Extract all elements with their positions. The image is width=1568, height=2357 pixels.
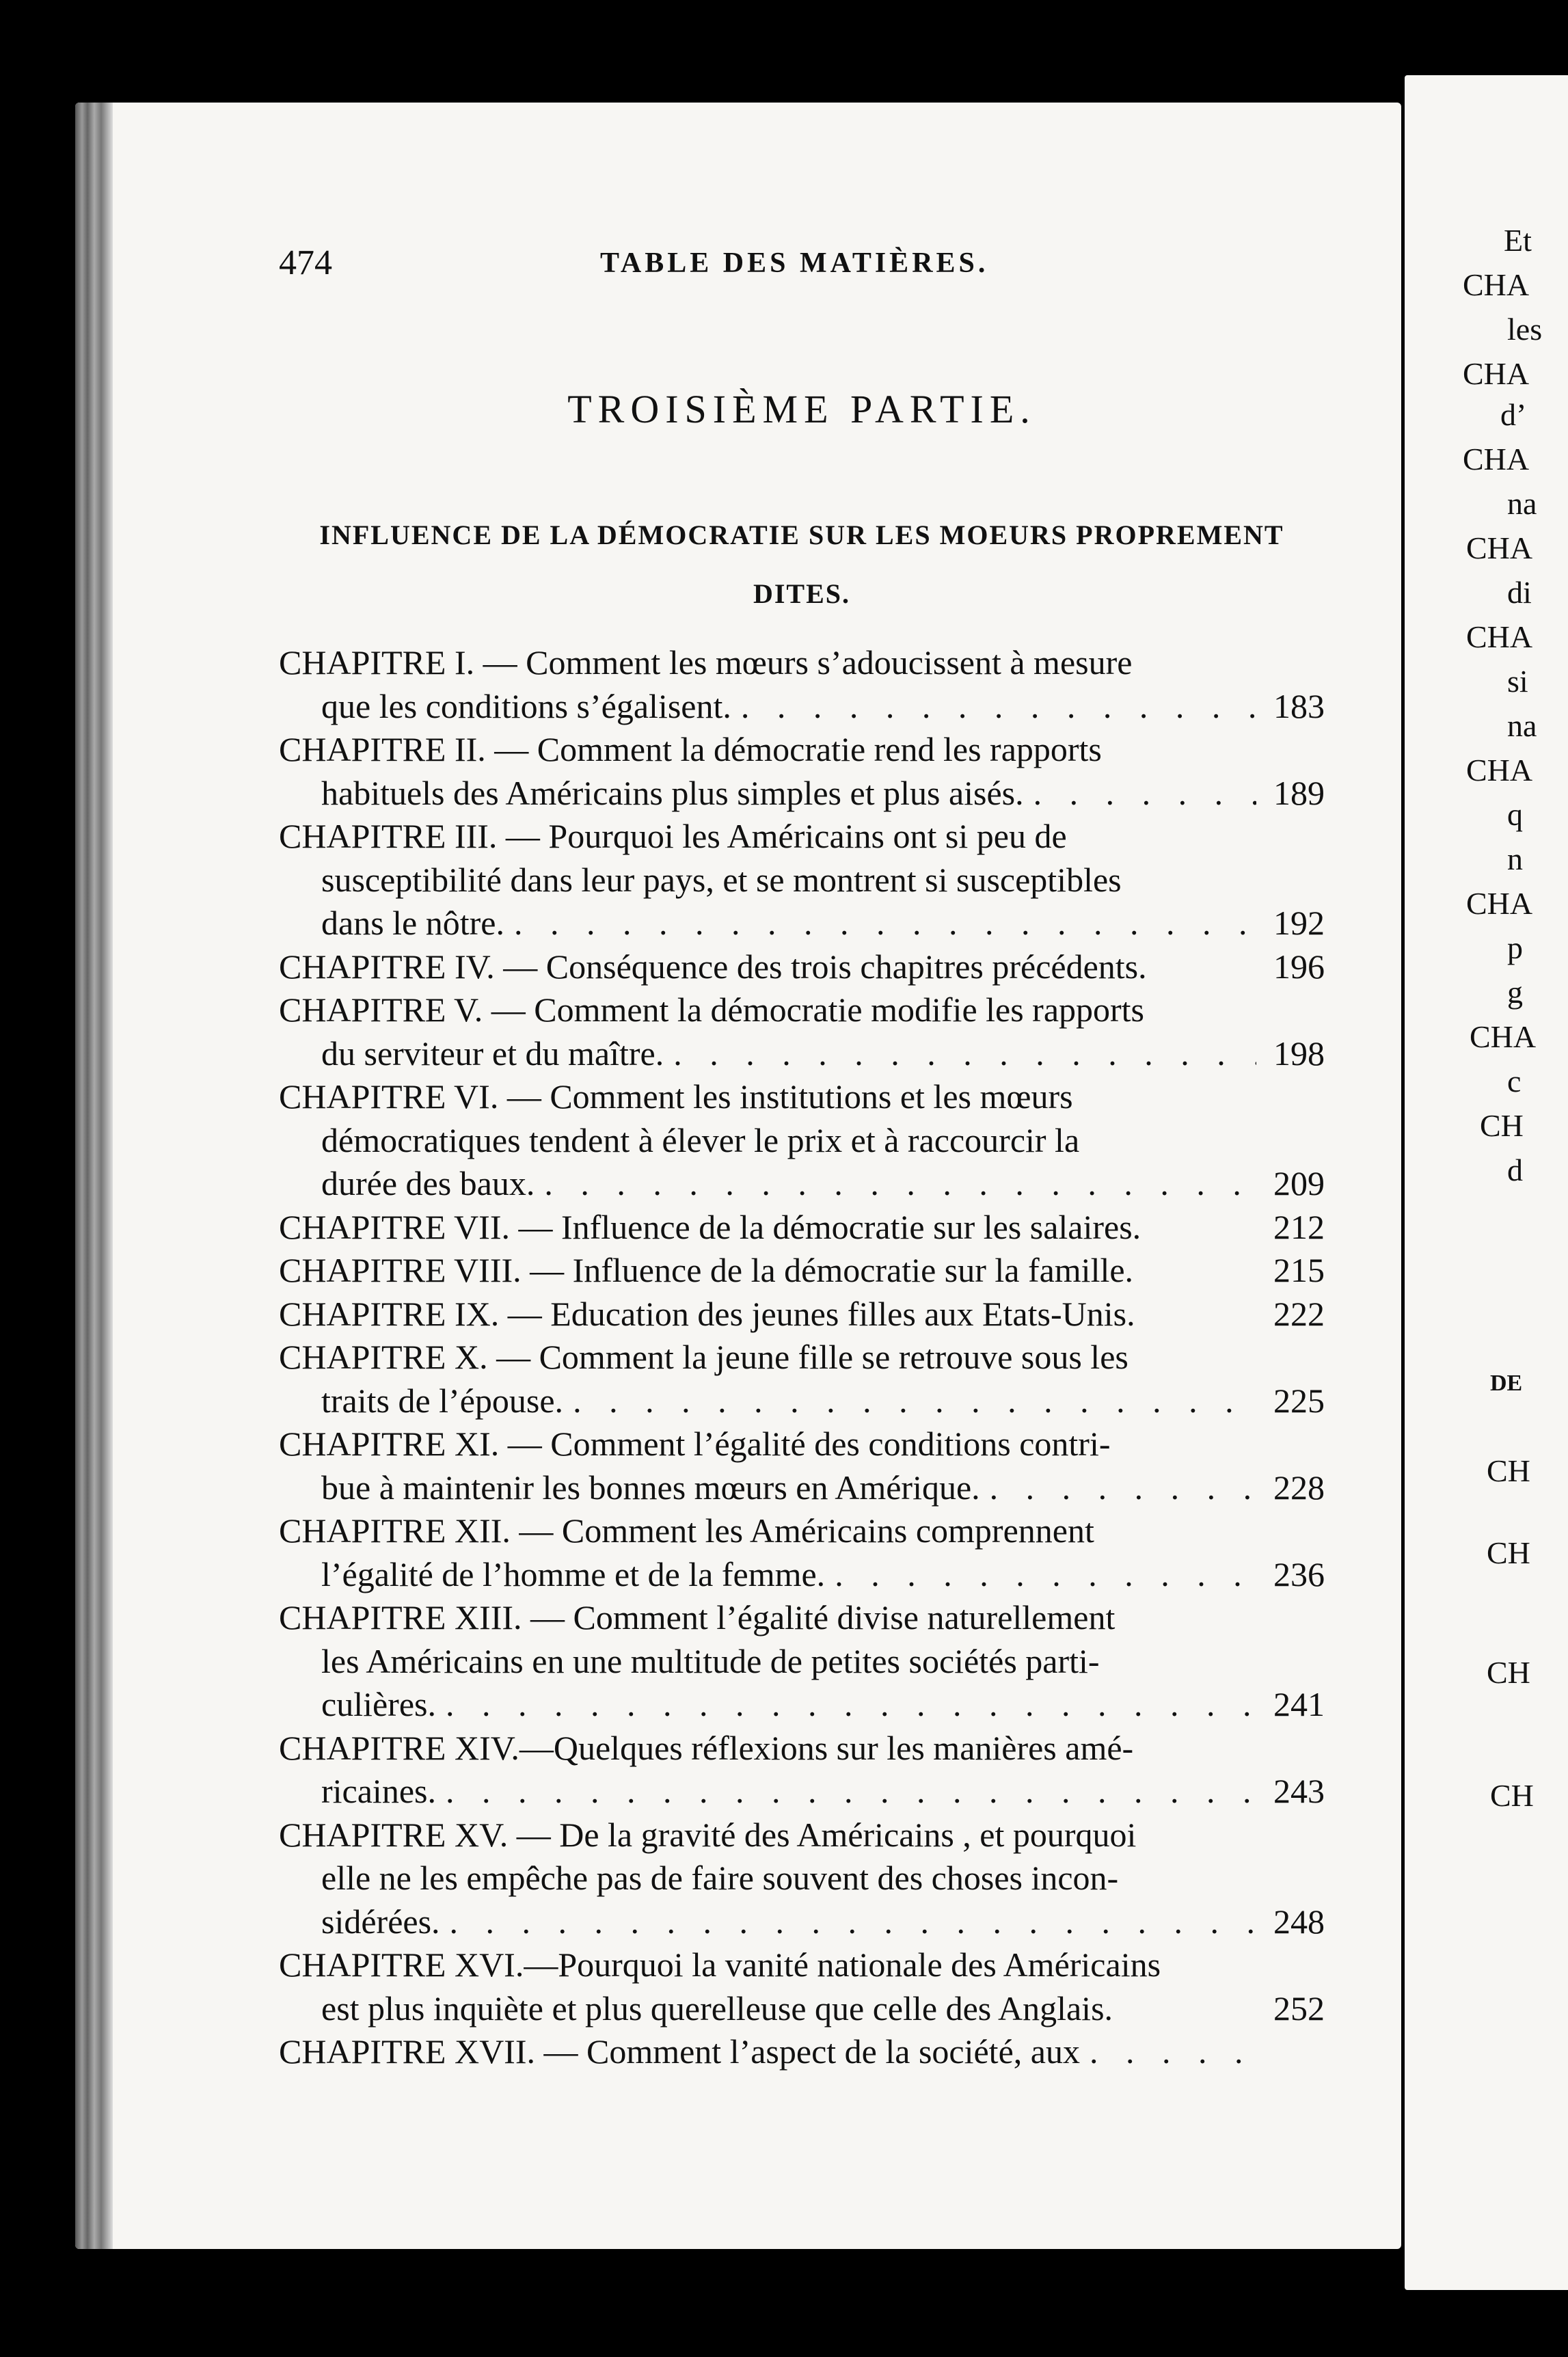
toc-entry-line: CHAPITRE VI. — Comment les institutions et les mœurs (279, 1077, 1073, 1116)
toc-entry-line: CHAPITRE V. — Comment la démocratie modifie les rapports (279, 991, 1145, 1029)
facing-page-word: d (1507, 1153, 1523, 1187)
dot-leader (535, 1162, 1256, 1206)
toc-page-number: 209 (1273, 1164, 1325, 1202)
facing-page-word: CH (1480, 1108, 1524, 1143)
toc-page-number: 236 (1273, 1554, 1325, 1593)
toc-entry-line: CHAPITRE III. — Pourquoi les Américains ont si peu de (279, 817, 1067, 855)
facing-page-word: si (1507, 664, 1528, 699)
facing-page-word: DE (1490, 1371, 1523, 1396)
facing-page-word: c (1507, 1064, 1522, 1099)
facing-page-word: q (1507, 797, 1523, 832)
toc-entry (279, 1249, 1325, 1293)
toc-entry-line: CHAPITRE XII. — Comment les Américains comprennent (279, 1511, 1094, 1550)
toc-entry-line: CHAPITRE VIII. — Influence de la démocratie sur la famille. (279, 1251, 1134, 1289)
facing-page-word: CHA (1466, 886, 1533, 921)
facing-page-word: CHA (1466, 753, 1533, 787)
facing-page-word: CH (1487, 1535, 1530, 1570)
page-number: 474 (279, 243, 332, 282)
section-heading-line: INFLUENCE DE LA DÉMOCRATIE SUR LES MOEURS PROPREMENT (319, 520, 1284, 550)
facing-page-word: CHA (1466, 619, 1533, 654)
toc-page-number: 215 (1273, 1251, 1325, 1289)
toc-entry-line: CHAPITRE XV. — De la gravité des Américains , et pourquoi (279, 1815, 1137, 1854)
toc-entry-line: CHAPITRE VII. — Influence de la démocratie sur les salaires. (279, 1207, 1141, 1246)
toc-page-number: 225 (1273, 1381, 1325, 1420)
toc-page-number: 196 (1273, 947, 1325, 986)
dot-leader (504, 902, 1256, 945)
section-heading-line: DITES. (753, 578, 851, 609)
running-title: TABLE DES MATIÈRES. (600, 247, 989, 279)
toc-entry-line: démocratiques tendent à élever le prix et à raccourcir la (321, 1120, 1080, 1159)
toc-entry (279, 728, 1325, 815)
facing-page-word: CHA (1470, 1019, 1537, 1054)
running-head (279, 243, 1325, 284)
toc-entry-line: dans le nôtre. (321, 904, 504, 942)
toc-page-number: 198 (1273, 1034, 1325, 1073)
toc-page-number: 228 (1273, 1468, 1325, 1507)
facing-page-word: Et (1504, 223, 1532, 258)
toc-page-number: 189 (1273, 773, 1325, 812)
toc-entry (279, 641, 1325, 728)
toc-entry (279, 1336, 1325, 1423)
toc-page-number: 212 (1273, 1207, 1325, 1246)
toc-entry-line: CHAPITRE IX. — Education des jeunes filles aux Etats-Unis. (279, 1294, 1135, 1333)
toc-entry-line: CHAPITRE XI. — Comment l’égalité des conditions contri- (279, 1425, 1111, 1463)
table-of-contents (279, 641, 1325, 2074)
toc-entry (279, 1727, 1325, 1814)
toc-entry-line: CHAPITRE XIV.—Quelques réflexions sur les manières amé- (279, 1728, 1134, 1767)
toc-entry (279, 988, 1325, 1075)
toc-entry-line: susceptibilité dans leur pays, et se montrent si susceptibles (321, 860, 1122, 899)
toc-entry-line: les Américains en une multitude de petites sociétés parti- (321, 1641, 1100, 1680)
section-heading (279, 506, 1325, 623)
toc-entry-line: bue à maintenir les bonnes mœurs en Amérique. (321, 1468, 980, 1507)
dot-leader (436, 1683, 1256, 1727)
toc-entry-line: CHAPITRE X. — Comment la jeune fille se retrouve sous les (279, 1338, 1128, 1376)
facing-page-word: CHA (1463, 356, 1530, 391)
facing-page-fragment (1405, 75, 1568, 2290)
facing-page-word: di (1507, 575, 1532, 610)
toc-page-number: 243 (1273, 1772, 1325, 1810)
toc-entry (279, 815, 1325, 945)
toc-entry-line: habituels des Américains plus simples et plus aisés. (321, 773, 1024, 812)
facing-page-word: CH (1490, 1778, 1534, 1813)
dot-leader (825, 1553, 1256, 1597)
toc-page-number: 248 (1273, 1902, 1325, 1941)
dot-leader (436, 1770, 1256, 1814)
facing-page-word: d’ (1500, 397, 1527, 432)
toc-entry-line: sidérées. (321, 1902, 440, 1941)
toc-entry (279, 945, 1325, 989)
facing-page-word: CHA (1463, 267, 1530, 302)
dot-leader (731, 685, 1256, 729)
facing-page-word: CHA (1466, 530, 1533, 565)
toc-entry-line: CHAPITRE I. — Comment les mœurs s’adoucissent à mesure (279, 643, 1133, 682)
toc-entry (279, 2030, 1325, 2074)
toc-entry-line: du serviteur et du maître. (321, 1034, 664, 1073)
facing-page-word: CH (1487, 1453, 1530, 1488)
dot-leader (1080, 2030, 1256, 2074)
toc-entry (279, 1509, 1325, 1596)
facing-page-word: CHA (1463, 442, 1530, 476)
toc-entry-line: CHAPITRE IV. — Conséquence des trois chapitres précédents. (279, 947, 1147, 986)
facing-page-word: na (1507, 486, 1537, 521)
toc-entry-line: CHAPITRE XVI.—Pourquoi la vanité nationale des Américains (279, 1945, 1161, 1984)
toc-entry-line: CHAPITRE XVII. — Comment l’aspect de la société, aux (279, 2032, 1080, 2071)
toc-page-number: 183 (1273, 686, 1325, 725)
toc-entry-line: elle ne les empêche pas de faire souvent des choses incon- (321, 1859, 1119, 1897)
toc-page-number: 241 (1273, 1685, 1325, 1723)
toc-page-number: 252 (1273, 1989, 1325, 2028)
toc-entry (279, 1206, 1325, 1250)
facing-page-word: les (1507, 312, 1543, 347)
toc-entry-line: ricaines. (321, 1772, 436, 1810)
facing-page-word: g (1507, 975, 1523, 1010)
toc-entry (279, 1423, 1325, 1509)
toc-entry-line: l’égalité de l’homme et de la femme. (321, 1554, 826, 1593)
dot-leader (563, 1379, 1256, 1423)
toc-entry (279, 1943, 1325, 2030)
part-title: TROISIÈME PARTIE. (567, 387, 1036, 431)
toc-page-number: 192 (1273, 904, 1325, 942)
toc-entry-line: traits de l’épouse. (321, 1381, 564, 1420)
toc-entry (279, 1596, 1325, 1727)
facing-page-word: CH (1487, 1655, 1530, 1690)
toc-entry (279, 1293, 1325, 1336)
toc-entry-line: est plus inquiète et plus querelleuse que celle des Anglais. (321, 1989, 1113, 2028)
toc-entry-line: que les conditions s’égalisent. (321, 686, 731, 725)
facing-page-word: p (1507, 930, 1523, 965)
toc-entry-line: culières. (321, 1685, 436, 1723)
dot-leader (664, 1032, 1256, 1076)
dot-leader (440, 1900, 1256, 1944)
toc-entry (279, 1075, 1325, 1206)
page-edge-stack (75, 103, 113, 2249)
facing-page-word: na (1507, 708, 1537, 743)
toc-entry (279, 1814, 1325, 1944)
dot-leader (980, 1466, 1256, 1510)
facing-page-word: n (1507, 841, 1523, 876)
toc-entry-line: CHAPITRE XIII. — Comment l’égalité divise naturellement (279, 1598, 1116, 1637)
toc-page-number: 222 (1273, 1294, 1325, 1333)
toc-entry-line: durée des baux. (321, 1164, 535, 1202)
toc-entry-line: CHAPITRE II. — Comment la démocratie rend les rapports (279, 730, 1102, 768)
dot-leader (1024, 772, 1256, 816)
